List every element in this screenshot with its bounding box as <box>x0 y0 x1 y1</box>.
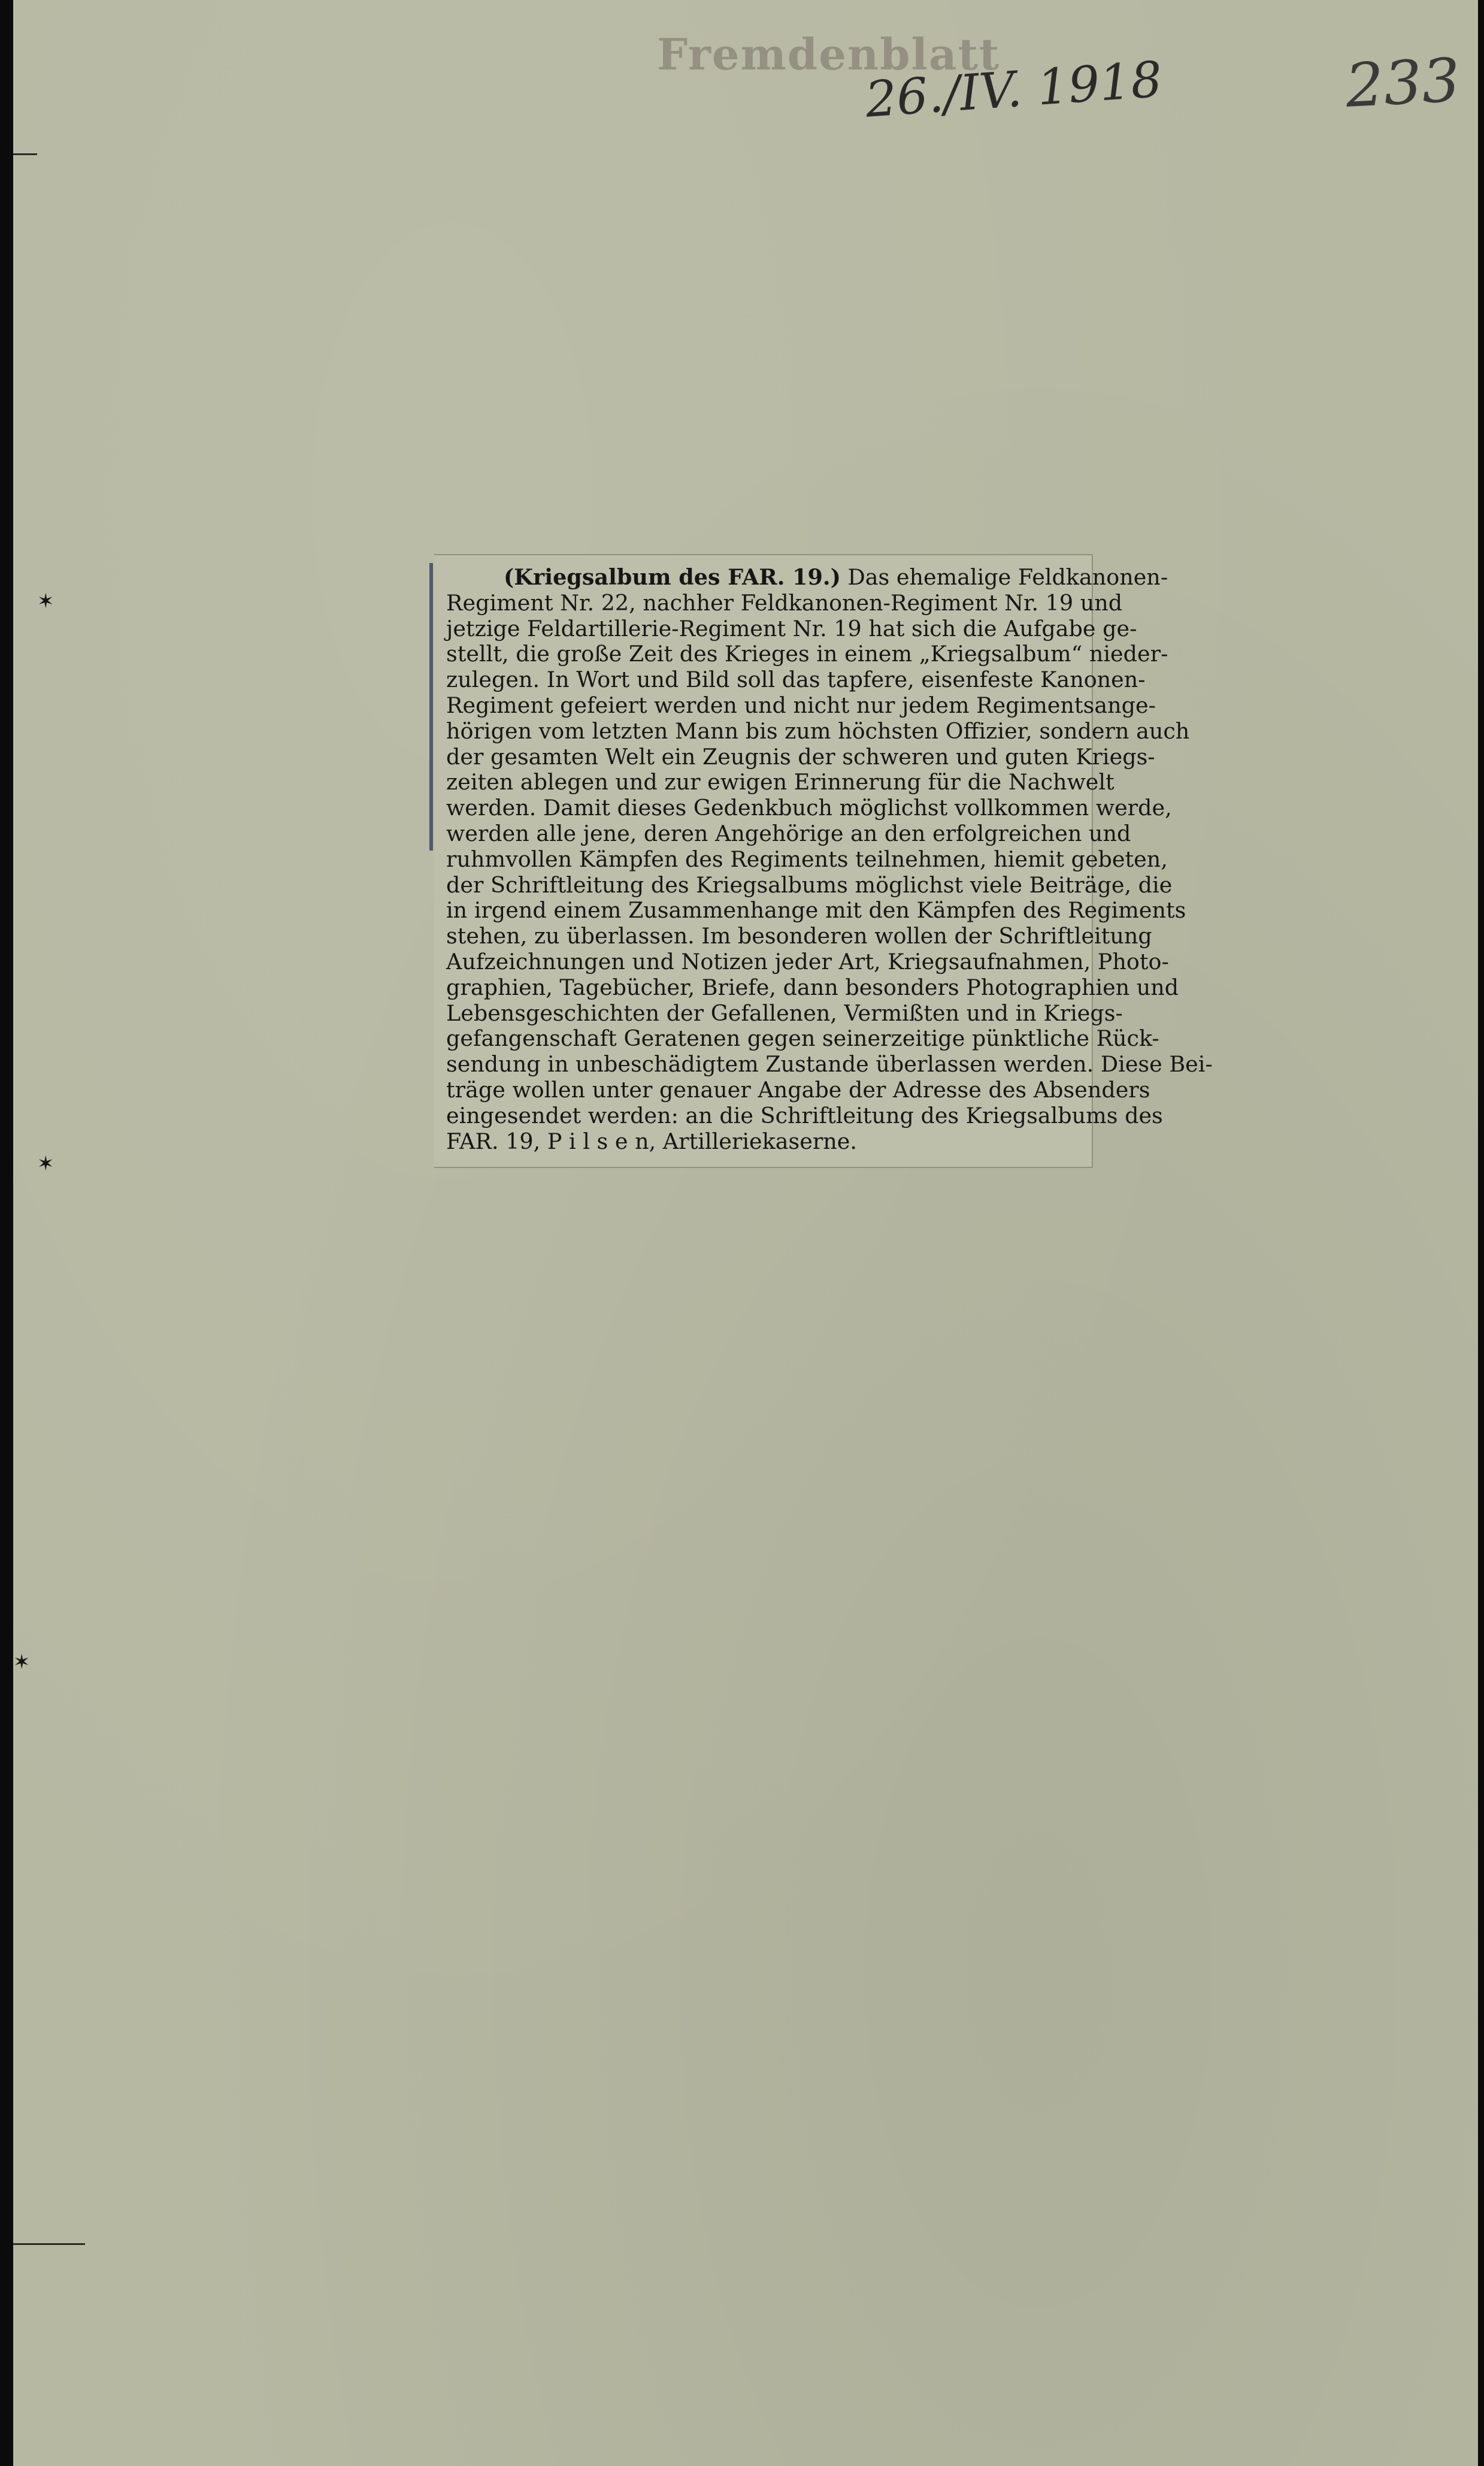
article-line: sendung in unbeschädigtem Zustande überlassen werden. Diese Bei- <box>446 1051 1213 1078</box>
article-line: träge wollen unter genauer Angabe der Adresse des Absenders <box>446 1076 1150 1103</box>
archive-sheet <box>13 0 1478 2466</box>
article-line: stellt, die große Zeit des Krieges in einem „Kriegsalbum“ nieder- <box>446 641 1168 667</box>
article-line: stehen, zu überlassen. Im besonderen wollen der Schriftleitung <box>446 923 1152 949</box>
newspaper-name-stamp: Fremdenblatt <box>657 29 1001 80</box>
handwritten-date: 26./IV. 1918 <box>864 51 1164 129</box>
clipping-left-edge <box>429 563 433 851</box>
article-line: werden. Damit dieses Gedenkbuch möglichst vollkommen werde, <box>446 795 1172 821</box>
margin-mark-bottom <box>13 2243 85 2245</box>
article-line: der Schriftleitung des Kriegsalbums möglichst viele Beiträge, die <box>446 872 1173 898</box>
punch-mark-3: ✶ <box>13 1650 31 1674</box>
article-line: Regiment gefeiert werden und nicht nur jedem Regimentsange- <box>446 692 1156 718</box>
article-line: werden alle jene, deren Angehörige an den erfolgreichen und <box>446 820 1131 846</box>
punch-mark-1: ✶ <box>37 589 54 613</box>
article-line: jetzige Feldartillerie-Regiment Nr. 19 hat sich die Aufgabe ge- <box>446 615 1137 642</box>
article-line: der gesamten Welt ein Zeugnis der schweren und guten Kriegs- <box>446 743 1155 770</box>
article-line: zeiten ablegen und zur ewigen Erinnerung für die Nachwelt <box>446 769 1114 795</box>
handwritten-page-number: 233 <box>1344 45 1462 121</box>
article-text <box>446 564 1213 1154</box>
article-line: in irgend einem Zusammenhange mit den Kämpfen des Regiments <box>446 897 1186 924</box>
article-line: eingesendet werden: an die Schriftleitung des Kriegsalbums des <box>446 1102 1163 1128</box>
newspaper-clipping <box>434 554 1213 1168</box>
article-line: gefangenschaft Geratenen gegen seinerzeitige pünktliche Rück- <box>446 1025 1159 1052</box>
article-line: graphien, Tagebücher, Briefe, dann besonders Photographien und <box>446 974 1179 1000</box>
article-line: hörigen vom letzten Mann bis zum höchsten Offizier, sondern auch <box>446 718 1190 744</box>
article-lead: (Kriegsalbum des FAR. 19.) <box>504 564 841 590</box>
article-line: Aufzeichnungen und Notizen jeder Art, Kriegsaufnahmen, Photo- <box>446 948 1169 975</box>
article-line: FAR. 19, P i l s e n, Artilleriekaserne. <box>446 1128 857 1154</box>
article-line: ruhmvollen Kämpfen des Regiments teilnehmen, hiemit gebeten, <box>446 846 1168 872</box>
article-line: Regiment Nr. 22, nachher Feldkanonen-Regiment Nr. 19 und <box>446 589 1123 616</box>
article-line: (Kriegsalbum des FAR. 19.) Das ehemalige Feldkanonen- <box>504 564 1168 590</box>
punch-mark-2: ✶ <box>37 1152 54 1176</box>
margin-mark-top <box>13 153 37 155</box>
article-line: Lebensgeschichten der Gefallenen, Vermißten und in Kriegs- <box>446 1000 1123 1026</box>
article-line: zulegen. In Wort und Bild soll das tapfere, eisenfeste Kanonen- <box>446 667 1146 693</box>
